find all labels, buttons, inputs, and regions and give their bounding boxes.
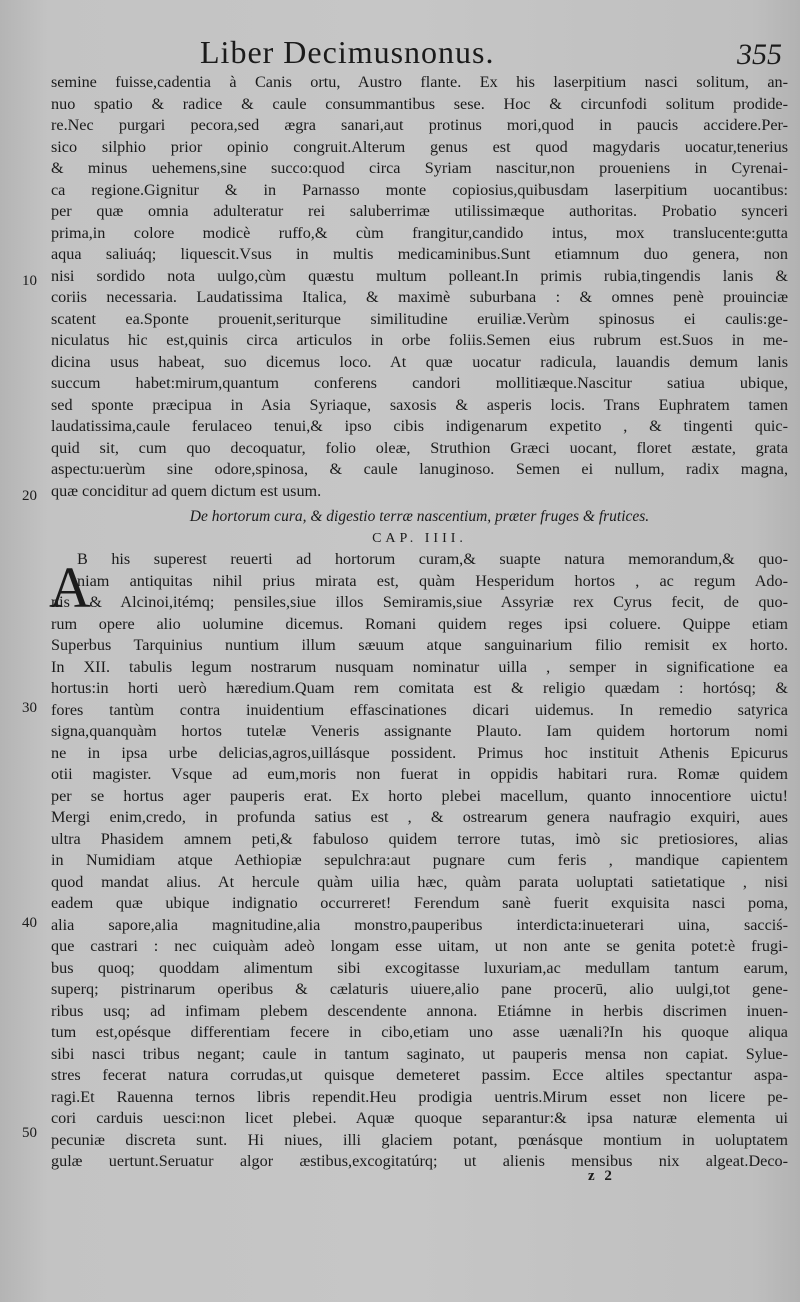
text-line: sed sponte præcipua in Asia Syriaque, saxosis & asperis locis. Trans Euphratem tamen bbox=[51, 395, 788, 414]
text-line: scatent ea.Sponte prouenit,seriturque similitudine eruiliæ.Verùm spinosus ei caulis:ge- bbox=[51, 309, 788, 328]
text-line: nuo spatio & radice & caule consummantibus sese. Hoc & circunfodi solitum prodide- bbox=[51, 94, 788, 113]
text-line: niam antiquitas nihil prius mirata est, quàm Hesperidum hortos , ac regum Ado- bbox=[77, 571, 788, 590]
text-line: ribus usq; ad infimam plebem descendente annona. Etiámne in herbis discrimen inuen- bbox=[51, 1001, 788, 1020]
text-line: stres fecerat natura corrudas,ut quisque demeteret passim. Ecce altiles spectantur aspa- bbox=[51, 1066, 788, 1084]
text-line: alia sapore,alia magnitudine,alia monstro,pauperibus interdicta:inueterari uina, sacciś- bbox=[51, 915, 788, 934]
text-line: dicina usus habeat, suo dicemus loco. At quæ uocatur radicula, lauandis demum lanis bbox=[51, 352, 788, 371]
text-line: Superbus Tarquinius nuntium illum sæuum atque sanguinarium filio remisit ex horto. bbox=[51, 636, 788, 654]
text-line: & minus uehemens,sine succo:quod circa Syriam nascitur,non proueniens in Cyrenai- bbox=[51, 159, 788, 177]
paragraph-1 bbox=[51, 72, 788, 502]
text-line: prima,in colore modicè ruffo,& cùm frangitur,candido intus, mox translucente:gutta bbox=[51, 223, 788, 242]
text-line: ne in ipsa urbe delicias,agros,uillásque possident. Primus hoc instituit Athenis Epicurus bbox=[51, 743, 788, 762]
text-line: ultra Phasidem amnem peti,& fabuloso quidem terrore tutas, imò sic pretiosiores, alias bbox=[51, 829, 788, 848]
text-line: per se hortus ager pauperis erat. Ex horto plebei macellum, quanto innocentiore uictu! bbox=[51, 786, 788, 805]
text-line: semine fuisse,cadentia à Canis ortu, Austro flante. Ex his laserpitium nasci solitum, an- bbox=[51, 73, 788, 91]
text-line: quæ conciditur ad quem dictum est usum. bbox=[51, 481, 322, 500]
running-title: Liber Decimusnonus. bbox=[200, 34, 495, 70]
text-line: que castrari : nec cuiquàm adeò longam esse uitam, ut non ante se genita potet:è frugi- bbox=[51, 937, 788, 955]
text-line: sico silphio prior opinio congruit.Alterum genus est quod magydaris uocatur,tenerius bbox=[51, 137, 788, 156]
text-line: gulæ uertunt.Seruatur algor æstibus,excogitatúrq; ut alienis mensibus nix algeat.Deco- bbox=[51, 1152, 788, 1170]
text-line: Mergi enim,credo, in profunda satius est , & ostrearum genera naufragio exquiri, aues bbox=[51, 808, 788, 826]
text-line: ragi.Et Rauenna ternos libris rependit.Heu prodigia uentris.Mirum esset non licere pe- bbox=[51, 1087, 788, 1106]
text-line: quid sit, cum quo decoquatur, folio oleæ, Struthion Græci uocant, floret æstate, grata bbox=[51, 438, 788, 457]
text-line: eadem quæ ubique indignatio occurreret! Ferendum sanè fuerit exquisita nasci poma, bbox=[51, 894, 788, 912]
line-number: 40 bbox=[22, 915, 37, 931]
text-line: quod mandat alius. At hercule quàm uilia hæc, quàm parata uoluptati satietatique , nisi bbox=[51, 872, 788, 891]
text-line: hortus:in horti uerò hæredium.Quam rem comitata est & religio quædam : hortósq; & bbox=[51, 679, 788, 697]
text-line: bus quoq; quoddam alimentum sibi excogitasse luxuriam,ac medullam tantum earum, bbox=[51, 958, 788, 977]
text-line: otii magister. Vsque ad eum,moris non fuerat in oppidis habitari rura. Romæ quidem bbox=[51, 765, 788, 783]
chapter-heading: CAP. IIII. bbox=[372, 530, 467, 546]
text-line: in Numidiam atque Aethiopiæ sepulchra:aut pugnare cum feris , mandique capientem bbox=[51, 851, 788, 869]
text-line: rum opere alio uolumine dicemus. Romani quidem reges ipsi coluere. Quippe etiam bbox=[51, 614, 788, 633]
line-number: 50 bbox=[22, 1125, 37, 1141]
signature-mark: z 2 bbox=[588, 1168, 615, 1184]
drop-cap-initial: A bbox=[49, 555, 91, 620]
text-line: B his superest reuerti ad hortorum curam,& suapte natura memorandum,& quo- bbox=[77, 550, 788, 568]
text-line: per quæ omnia adulteratur rei saluberrimæ utilissimæque authoritas. Probatio synceri bbox=[51, 202, 788, 220]
text-line: aspectu:uerùm sine odore,spinosa, & caule lanuginoso. Semen ei nullum, radix magna, bbox=[51, 460, 788, 478]
text-line: tum est,opésque differentiam fecere in cibo,etiam uno asse uænali?In his quoque aliqua bbox=[51, 1023, 788, 1041]
text-line: fores tantùm contra inuidentium effascinationes dicari uidemus. In remedio satyrica bbox=[51, 700, 788, 719]
text-line: nis & Alcinoi,itémq; pensiles,siue illos Semiramis,siue Assyriæ rex Cyrus fecit, de quo- bbox=[51, 593, 788, 611]
text-line: signa,quanquàm hortos tutelæ Veneris assignante Plauto. Iam quidem hortorum nomi bbox=[51, 722, 788, 740]
text-line: In XII. tabulis legum nostrarum nusquam nominatur uilla , semper in significatione ea bbox=[51, 657, 788, 676]
line-number: 20 bbox=[22, 488, 37, 504]
paragraph-2 bbox=[51, 549, 788, 1173]
text-line: re.Nec purgari pecora,sed ægra sanari,aut protinus mori,quod in paucis accidere.Per- bbox=[51, 116, 788, 134]
page-header bbox=[0, 34, 800, 74]
line-number: 10 bbox=[22, 273, 37, 289]
text-line: laudatissima,caule ferulaceo tenui,& ipso cibis indigenarum expetito , & tingenti quic- bbox=[51, 417, 788, 435]
text-line: coriis necessaria. Laudatissima Italica, & maximè suburbana : & omnes penè prouinciæ bbox=[51, 288, 788, 306]
text-line: nisi sordido nota uulgo,cùm quæstu multum polleant.In primis rubia,tingendis lanis & bbox=[51, 266, 788, 285]
text-line: ca regione.Gignitur & in Parnasso monte copiosius,quibusdam laserpitium uocantibus: bbox=[51, 180, 788, 199]
text-line: succum habet:mirum,quantum conferens candori mollitiæque.Nascitur satiua ubique, bbox=[51, 374, 788, 392]
text-line: cori carduis uesci:non licet plebei. Aquæ quoque separantur:& ipsa naturæ elementa ui bbox=[51, 1109, 788, 1127]
text-line: sibi nasci tribus negant; caule in tantum saginato, ut pauperis mensa non capiat. Sylue- bbox=[51, 1044, 788, 1063]
text-line: pecuniæ discreta sunt. Hi niues, illi glaciem potant, pœnásque montium in uoluptatem bbox=[51, 1130, 788, 1149]
page-number: 355 bbox=[737, 38, 782, 71]
text-line: aqua saliuáq; liquescit.Vsus in multis medicaminibus.Sunt etiamnum duo genera, non bbox=[51, 245, 788, 263]
text-column bbox=[51, 72, 788, 1173]
text-line: superq; pistrinarum operibus & cælaturis uiuere,alio pane procerū, alio uulgi,tot gene- bbox=[51, 980, 788, 998]
text-line: niculatus hic est,quinis circa articulos in orbe foliis.Semen eius rubrum est.Suos in me- bbox=[51, 331, 788, 349]
line-number: 30 bbox=[22, 700, 37, 716]
chapter-rubric: De hortorum cura, & digestio terræ nascentium, præter fruges & frutices. bbox=[189, 508, 650, 525]
